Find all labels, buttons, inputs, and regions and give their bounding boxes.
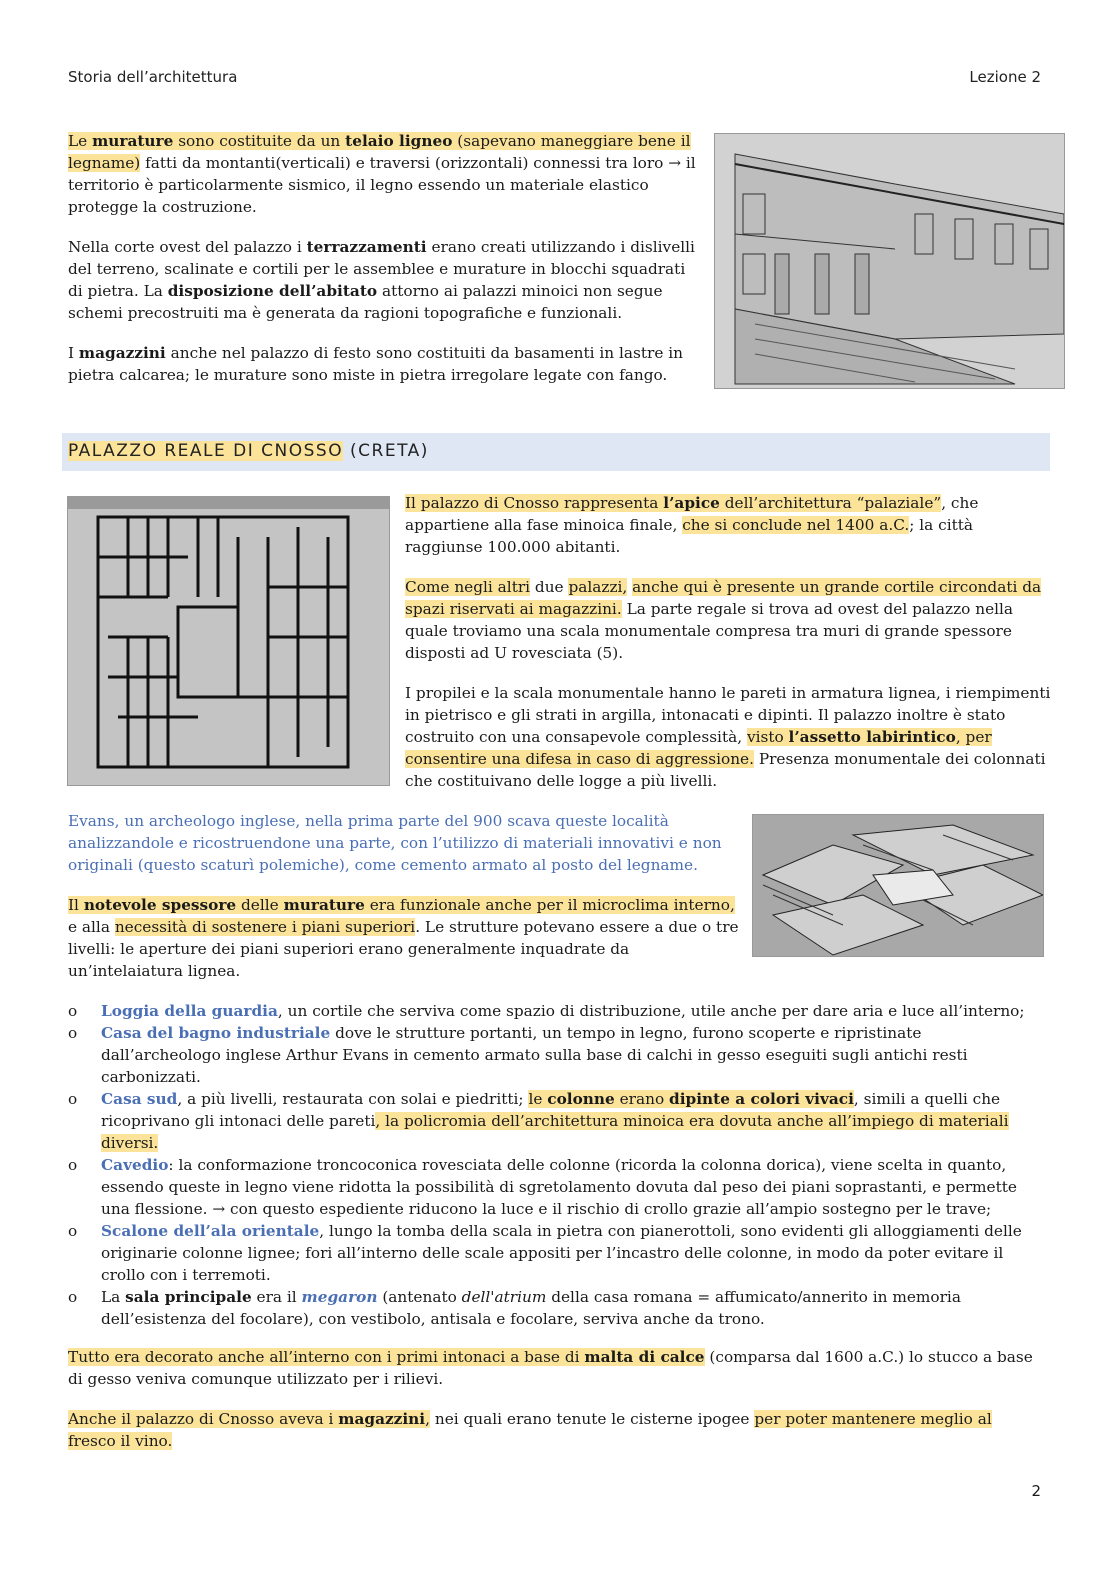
closing-text <box>68 1346 1043 1452</box>
list-item: o Loggia della guardia, un cortile che serviva come spazio di distribuzione, utile anche per dare aria e luce all’interno; <box>68 1002 1025 1020</box>
knossos-aerial-reconstruction <box>752 814 1044 957</box>
closing-paragraph-1: Tutto era decorato anche all’interno con i primi intonaci a base di malta di calce (comparsa dal 1600 a.C.) lo stucco a base di gesso veniva comunque utilizzato per i rilievi. <box>68 1348 1033 1388</box>
intro-paragraph-1: Le murature sono costituite da un telaio ligneo (sapevano maneggiare bene il legname) fatti da montanti(verticali) e traversi (orizzontali) connessi tra loro → il territorio è particolarmente sismico, il legno essendo un materiale elastico protegge la costruzione. <box>68 132 696 216</box>
running-header-lesson: Lezione 2 <box>969 68 1041 86</box>
page-number: 2 <box>1031 1482 1041 1500</box>
intro-text <box>68 130 700 386</box>
list-item: o Casa del bagno industriale dove le strutture portanti, un tempo in legno, furono scoperte e ripristinate dall’archeologo inglese Arthur Evans in cemento armato sulla base di calchi in gesso eseguiti sugli antichi resti carbonizzati. <box>68 1024 968 1086</box>
closing-paragraph-2: Anche il palazzo di Cnosso aveva i magazzini, nei quali erano tenute le cisterne ipogee per poter mantenere meglio al fresco il vino. <box>68 1410 992 1450</box>
knossos-paragraph-1: Il palazzo di Cnosso rappresenta l’apice dell’architettura “palaziale”, che appartiene alla fase minoica finale, che si conclude nel 1400 a.C.; la città raggiunse 100.000 abitanti. <box>405 494 979 556</box>
list-item: o Casa sud, a più livelli, restaurata con solai e piedritti; le colonne erano dipinte a colori vivaci, simili a quelli che ricoprivano gli intonaci delle pareti, la policromia dell’architettura minoica era dovuta anche all’impiego di materiali diversi. <box>68 1090 1009 1152</box>
feature-list <box>68 1000 1038 1330</box>
list-item: o La sala principale era il megaron (antenato dell'atrium della casa romana = affumicato/annerito in memoria dell’esistenza del focolare), con vestibolo, antisala e focolare, serviva anche da trono. <box>68 1288 961 1328</box>
intro-paragraph-2: Nella corte ovest del palazzo i terrazzamenti erano creati utilizzando i dislivelli del terreno, scalinate e cortili per le assemblee e murature in blocchi squadrati di pietra. La disposizione dell’abitato attorno ai palazzi minoici non segue schemi precostruiti ma è generata da ragioni topografiche e funzionali. <box>68 238 695 322</box>
knossos-text <box>405 492 1055 792</box>
running-header-title: Storia dell’architettura <box>68 68 238 86</box>
list-item: o Scalone dell’ala orientale, lungo la tomba della scala in pietra con pianerottoli, sono evidenti gli alloggiamenti delle originarie colonne lignee; fori all’interno delle scale appositi per l’incastro delle colonne, in modo da poter evitare il crollo con i terremoti. <box>68 1222 1022 1284</box>
knossos-paragraph-3: I propilei e la scala monumentale hanno le pareti in armatura lignea, i riempimenti in pietrisco e gli strati in argilla, intonacati e dipinti. Il palazzo inoltre è stato costruito con una consapevole complessità, visto l’assetto labirintico, per consentire una difesa in caso di aggressione. Presenza monumentale dei colonnati che costituivano delle logge a più livelli. <box>405 684 1051 790</box>
list-item: o Cavedio: la conformazione troncoconica rovesciata delle colonne (ricorda la colonna dorica), viene scelta in quanto, essendo queste in legno viene ridotta la possibilità di sgretolamento dovuta dal peso dei piani soprastanti, e permette una flessione. → con questo espediente riducono la luce e il rischio di crollo grazie all’ampio sostegno per le trave; <box>68 1156 1017 1218</box>
palace-facade-drawing <box>714 133 1065 389</box>
section-title: PALAZZO REALE DI CNOSSO (CRETA) <box>68 441 429 461</box>
intro-paragraph-3: I magazzini anche nel palazzo di festo sono costituiti da basamenti in lastre in pietra calcarea; le murature sono miste in pietra irregolare legate con fango. <box>68 344 684 384</box>
evans-paragraph: Evans, un archeologo inglese, nella prima parte del 900 scava queste località analizzandole e ricostruendone una parte, con l’utilizzo di materiali innovativi e non originali (questo scaturì polemiche), come cemento armato al posto del legname. <box>68 812 722 874</box>
knossos-plan-image <box>67 496 390 786</box>
wall-thickness-paragraph: Il notevole spessore delle murature era funzionale anche per il microclima interno, e alla necessità di sostenere i piani superiori. Le strutture potevano essere a due o tre livelli: le aperture dei piani superiori erano generalmente inquadrate da un’intelaiatura lignea. <box>68 896 739 980</box>
knossos-paragraph-2: Come negli altri due palazzi, anche qui è presente un grande cortile circondati da spazi riservati ai magazzini. La parte regale si trova ad ovest del palazzo nella quale troviamo una scala monumentale compresa tra muri di grande spessore disposti ad U rovesciata (5). <box>405 578 1042 662</box>
